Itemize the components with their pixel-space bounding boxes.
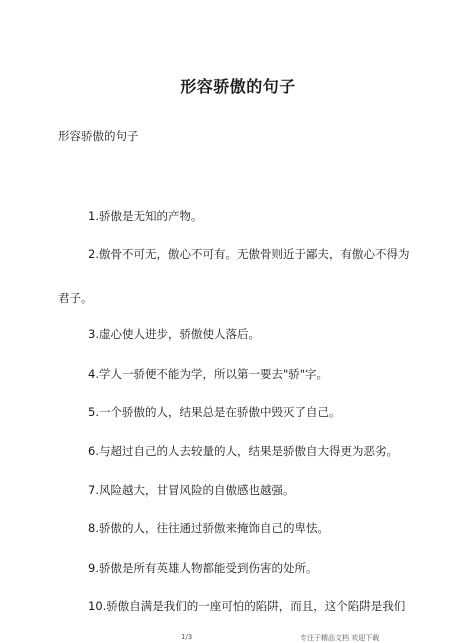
list-item: 6.与超过自己的人去较量的人，结果是骄傲自大得更为恶劣。 <box>88 444 398 458</box>
list-item: 2.傲骨不可无，傲心不可有。无傲骨则近于鄙夫，有傲心不得为 <box>88 247 410 261</box>
list-item: 9.骄傲是所有英雄人物都能受到伤害的处所。 <box>88 561 318 575</box>
list-item: 3.虚心使人进步，骄傲使人落后。 <box>88 327 260 341</box>
document-title: 形容骄傲的句子 <box>180 77 296 96</box>
list-item: 君子。 <box>58 291 93 305</box>
list-item: 7.风险越大，甘冒风险的自傲感也越强。 <box>88 483 295 497</box>
list-item: 8.骄傲的人，往往通过骄傲来掩饰自己的卑怯。 <box>88 521 329 535</box>
list-item: 5.一个骄傲的人，结果总是在骄傲中毁灭了自己。 <box>88 405 341 419</box>
footer-note: 专注于精品文档 欢迎下载 <box>300 634 380 642</box>
document-subtitle: 形容骄傲的句子 <box>58 129 139 143</box>
page-number: 1/3 <box>181 633 193 641</box>
list-item: 10.骄傲自满是我们的一座可怕的陷阱，而且，这个陷阱是我们 <box>88 599 406 613</box>
list-item: 1.骄傲是无知的产物。 <box>88 209 203 223</box>
list-item: 4.学人一骄便不能为学，所以第一要去"骄"字。 <box>88 367 329 381</box>
